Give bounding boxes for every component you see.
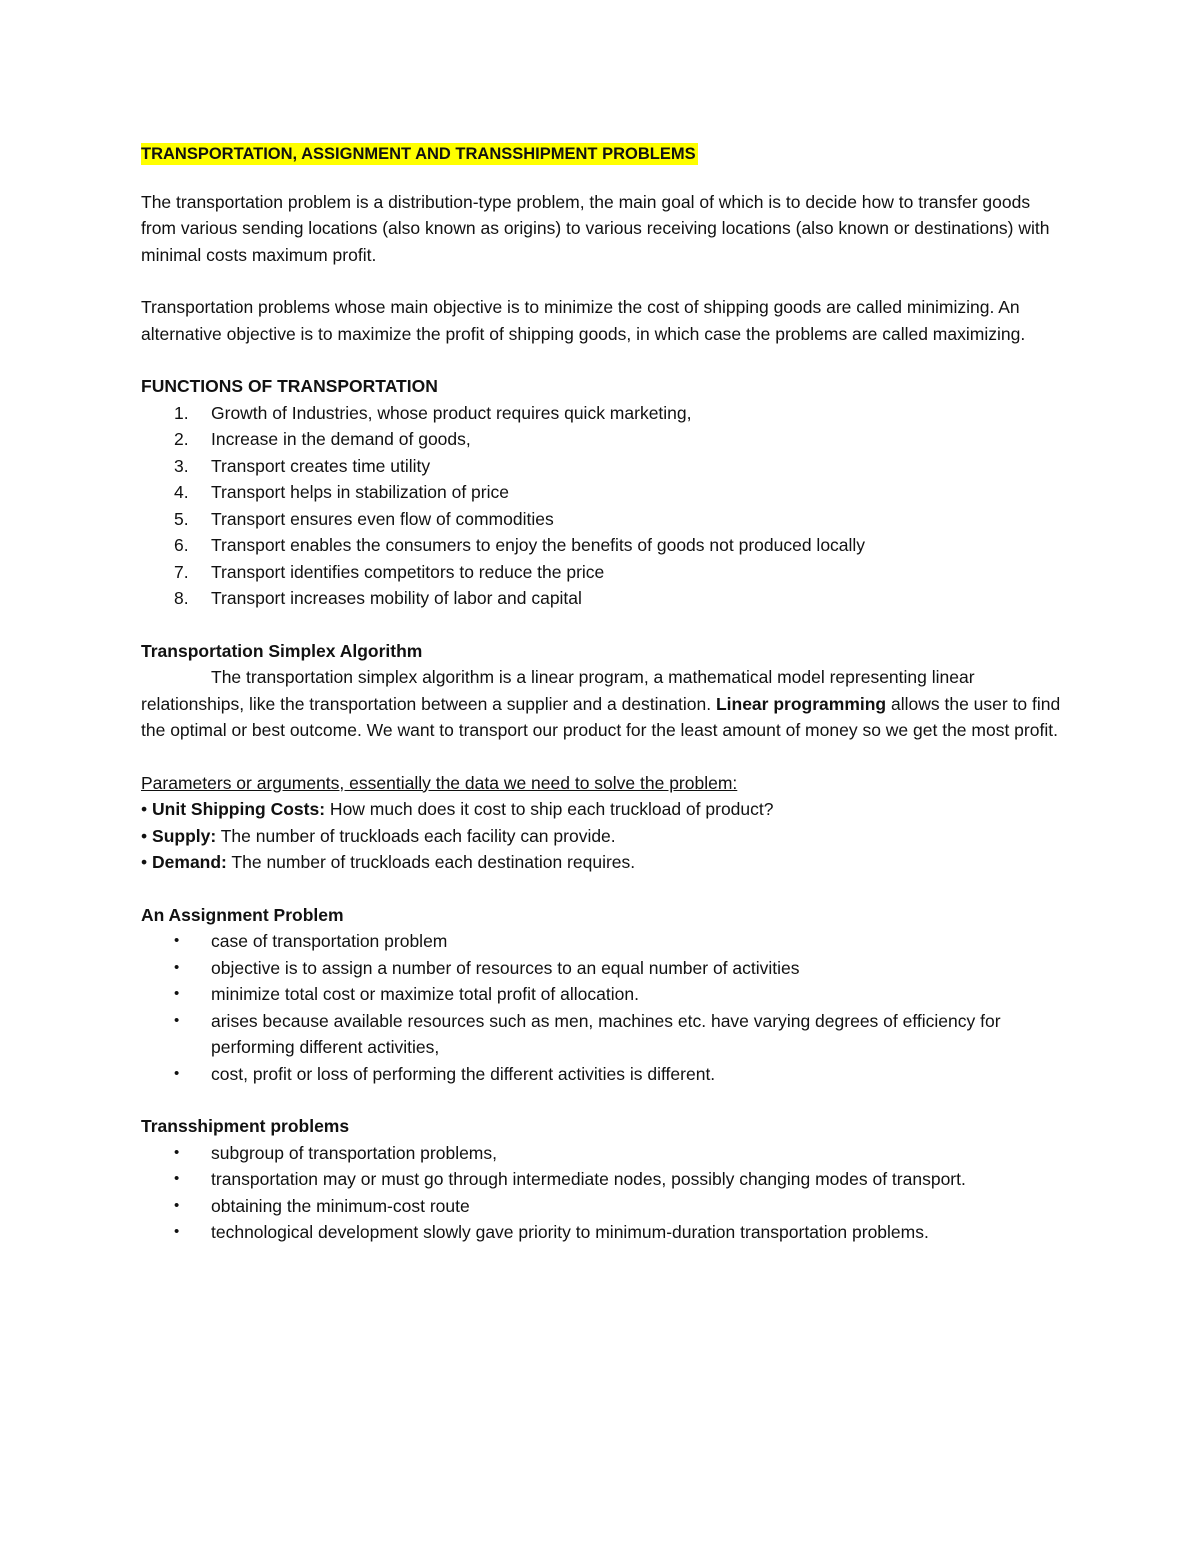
parameter-item-supply: • Supply: The number of truckloads each facility can provide. [141, 825, 616, 846]
list-item: • case of transportation problem [174, 931, 448, 951]
linear-programming-term: Linear programming [715, 693, 887, 714]
list-item: 8. Transport increases mobility of labor and capital [174, 588, 582, 608]
list-item: 6. Transport enables the consumers to enjoy the benefits of goods not produced locally [174, 535, 866, 555]
list-item: 3. Transport creates time utility [174, 455, 431, 476]
transshipment-list [141, 1140, 1061, 1246]
list-item: • technological development slowly gave priority to minimum-duration transportation problems. [174, 1222, 929, 1242]
list-item: 1. Growth of Industries, whose product requires quick marketing, [174, 402, 692, 423]
list-item: • obtaining the minimum-cost route [174, 1195, 470, 1216]
document-title: TRANSPORTATION, ASSIGNMENT AND TRANSSHIPMENT PROBLEMS [141, 145, 696, 163]
intro-paragraph: The transportation problem is a distribution-type problem, the main goal of which is to decide how to transfer goods from various sending locations (also known as origins) to various receiving locations (also known or destinations) with minimal costs maximum profit. [141, 191, 1050, 265]
list-item: 5. Transport ensures even flow of commodities [174, 508, 554, 529]
list-item: 7. Transport identifies competitors to reduce the price [174, 561, 605, 582]
assignment-list [141, 928, 1061, 1087]
list-item: • cost, profit or loss of performing the different activities is different. [174, 1063, 716, 1084]
list-item: • arises because available resources such as men, machines etc. have varying degrees of efficiency for performing different activities, [174, 1010, 1001, 1057]
objective-paragraph: Transportation problems whose main objective is to minimize the cost of shipping goods are called minimizing. An alternative objective is to maximize the profit of shipping goods, in which case the problems are called maximizing. [141, 297, 1026, 344]
assignment-heading: An Assignment Problem [141, 904, 344, 925]
parameter-item-unit-costs: • Unit Shipping Costs: How much does it cost to ship each truckload of product? [141, 799, 774, 819]
simplex-paragraph: The transportation simplex algorithm is a linear program, a mathematical model representing linear relationships, like the transportation between a supplier and a destination. Linear programming allows the user to find the optimal or best outcome. We want to transport our product for the least amount of money so we get the most profit. [141, 667, 1061, 740]
parameter-item-demand: • Demand: The number of truckloads each destination requires. [141, 852, 636, 872]
list-item: • subgroup of transportation problems, [174, 1142, 497, 1163]
document-page [141, 140, 1061, 1246]
list-item: • objective is to assign a number of resources to an equal number of activities [174, 957, 800, 978]
parameters-heading: Parameters or arguments, essentially the data we need to solve the problem: [141, 772, 738, 793]
functions-heading: FUNCTIONS OF TRANSPORTATION [141, 376, 438, 396]
list-item: 2. Increase in the demand of goods, [174, 429, 471, 449]
list-item: • transportation may or must go through intermediate nodes, possibly changing modes of transport. [174, 1169, 966, 1189]
list-item: • minimize total cost or maximize total profit of allocation. [174, 984, 639, 1004]
functions-list [141, 400, 1061, 612]
list-item: 4. Transport helps in stabilization of price [174, 482, 509, 502]
simplex-heading: Transportation Simplex Algorithm [141, 640, 423, 661]
transshipment-heading: Transshipment problems [141, 1116, 350, 1136]
